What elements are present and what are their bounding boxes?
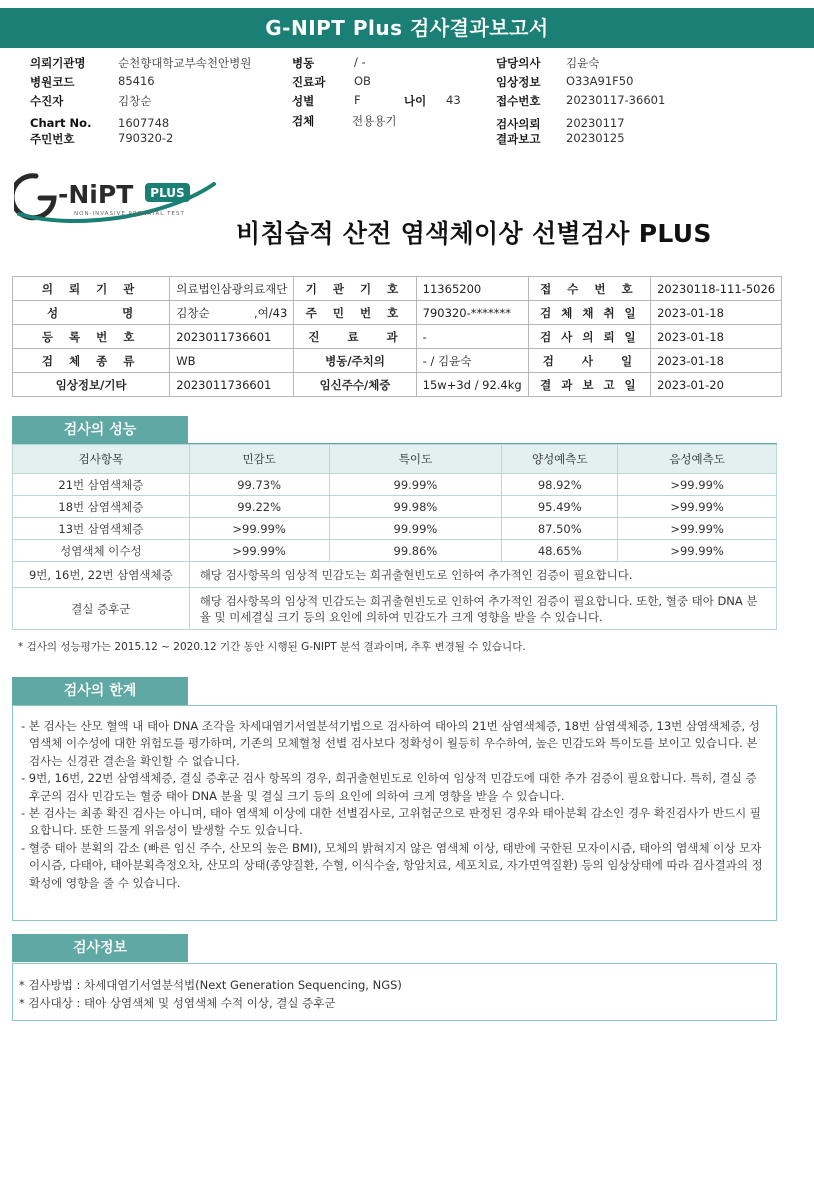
chart-no-value: 1607748 — [118, 116, 170, 130]
receipt-no-value: 20230117-36601 — [566, 93, 666, 107]
doctor-label: 담당의사 — [496, 56, 541, 70]
specimen-label: 검체 — [292, 114, 315, 128]
inst-code-value: 11365200 — [416, 277, 528, 301]
requester-label: 의 뢰 기 관 — [13, 277, 170, 301]
test-info-item: * 검사방법 : 차세대염기서열분석법(Next Generation Sequencing, NGS) — [19, 978, 402, 992]
report-date-label: 결 과 보 고 일 — [528, 373, 650, 397]
row-npv: >99.99% — [618, 518, 777, 540]
table-row — [13, 518, 777, 540]
row-item: 21번 삼염색체증 — [13, 474, 190, 496]
department-label: 진료과 — [292, 75, 326, 89]
hospital-code-label: 병원코드 — [30, 75, 75, 89]
row-item: 성염색체 이수성 — [13, 540, 190, 562]
resident-no-value: 790320-2 — [118, 131, 174, 145]
requester-value: 의료법인삼광의료재단 — [170, 277, 294, 301]
test-info-item: * 검사대상 : 태아 상염색체 및 성염색체 수적 이상, 결실 증후군 — [19, 996, 336, 1010]
specimen-value: 전용용기 — [352, 114, 397, 128]
note-text: 해당 검사항목의 임상적 민감도는 희귀출현빈도로 인하여 추가적인 검증이 필요합니다. 또한, 혈중 태아 DNA 분율 및 미세결실 크기 등의 요인에 의하여 민감도가 크게 영향을 받을 수 있습니다. — [189, 588, 776, 630]
inst-code-label: 기 관 기 호 — [294, 277, 416, 301]
name-label: 성 명 — [13, 301, 170, 325]
row-npv: >99.99% — [618, 496, 777, 518]
chart-no-label: Chart No. — [30, 116, 92, 130]
row-ppv: 98.92% — [502, 474, 618, 496]
patient-info-grid — [12, 276, 782, 397]
request-date-label: 검사의뢰 — [496, 117, 541, 131]
clinical-info-label: 임상정보 — [496, 75, 541, 89]
reg-no-label: 등 록 번 호 — [13, 325, 170, 349]
row-npv: >99.99% — [618, 540, 777, 562]
logo-g-mark — [14, 176, 54, 218]
row-ppv: 48.65% — [502, 540, 618, 562]
row-specificity: 99.99% — [329, 518, 502, 540]
resident-no-label: 주 민 번 호 — [294, 301, 416, 325]
institution-label: 의뢰기관명 — [30, 56, 86, 70]
logo-badge-text: PLUS — [150, 186, 185, 200]
clinical-info-value: O33A91F50 — [566, 74, 634, 88]
hospital-code-value: 85416 — [118, 74, 155, 88]
header-specificity: 특이도 — [329, 445, 502, 474]
test-info-section-title: 검사정보 — [12, 934, 188, 962]
row-specificity: 99.86% — [329, 540, 502, 562]
department-value: OB — [354, 74, 371, 88]
note-item: 9번, 16번, 22번 삼염색체증 — [13, 562, 190, 588]
request-date-value: 20230117 — [566, 116, 625, 130]
logo-tagline: NON-INVASIVE PRENATAL TEST — [74, 211, 185, 217]
ward-label: 병동 — [292, 56, 315, 70]
note-item: 결실 증후군 — [13, 588, 190, 630]
table-row — [13, 540, 777, 562]
performance-section-title: 검사의 성능 — [12, 416, 188, 444]
ward-value: / - — [354, 55, 366, 69]
doctor-value: 김윤숙 — [566, 56, 600, 70]
row-ppv: 95.49% — [502, 496, 618, 518]
receipt-no-label: 접 수 번 호 — [528, 277, 650, 301]
request-date-label: 검 사 의 뢰 일 — [528, 325, 650, 349]
row-sensitivity: 99.73% — [189, 474, 329, 496]
page-title: 비침습적 산전 염색체이상 선별검사 PLUS — [236, 219, 712, 248]
receipt-no-label: 접수번호 — [496, 94, 541, 108]
department-label: 진 료 과 — [294, 325, 416, 349]
header-item: 검사항목 — [13, 445, 190, 474]
test-date-value: 2023-01-18 — [651, 349, 782, 373]
row-specificity: 99.99% — [329, 474, 502, 496]
table-row — [13, 562, 777, 588]
age-label: 나이 — [404, 94, 427, 108]
row-npv: >99.99% — [618, 474, 777, 496]
row-sensitivity: >99.99% — [189, 540, 329, 562]
sample-type-value: WB — [170, 349, 294, 373]
header-ppv: 양성예측도 — [502, 445, 618, 474]
header-sensitivity: 민감도 — [189, 445, 329, 474]
limitation-item: - 혈중 태아 분획의 감소 (빠른 임신 주수, 산모의 높은 BMI), 모체의 밝혀지지 않은 염색체 이상, 태반에 국한된 모자이시즘, 태아의 염색체 이상 모자이시즘, 다태아, 태아분획측정오차, 산모의 상태(종양질환, 수혈, 이식수술, 항암치료, 세포치료, 자가면역질환) 등의 임상상태에 따라 검사결과의 정확성에 영향을 줄 수 있습니다. — [21, 840, 763, 890]
row-sensitivity: 99.22% — [189, 496, 329, 518]
department-value: - — [416, 325, 528, 349]
limitation-item: - 9번, 16번, 22번 삼염색체증, 결실 증후군 검사 항목의 경우, 희귀출현빈도로 인하여 임상적 민감도에 대한 추가 검증이 필요합니다. 특히, 결실 증후군의 검사 민감도는 혈중 태아 DNA 분율 및 결실 크기 등의 요인에 의하여 크게 영향을 받을 수 있습니다. — [21, 771, 757, 803]
limitation-item: - 본 검사는 최종 확진 검사는 아니며, 태아 염색체 이상에 대한 선별검사로, 고위험군으로 판정된 경우와 태아분획 감소인 경우 확진검사가 반드시 필요합니다. 또한 드물게 위음성이 발생할 수도 있습니다. — [21, 806, 761, 838]
table-row — [13, 496, 777, 518]
age-value: 43 — [446, 93, 461, 107]
performance-header-row — [13, 445, 777, 474]
reg-no-value: 2023011736601 — [170, 325, 294, 349]
recipient-label: 수진자 — [30, 94, 64, 108]
sex-value: F — [354, 93, 361, 107]
clinical-value: 2023011736601 — [170, 373, 294, 397]
institution-value: 순천향대학교부속천안병원 — [118, 56, 252, 70]
performance-footnote: * 검사의 성능평가는 2015.12 ~ 2020.12 기간 동안 시행된 G-NIPT 분석 결과이며, 추후 변경될 수 있습니다. — [18, 641, 526, 653]
row-ppv: 87.50% — [502, 518, 618, 540]
name-cell — [170, 301, 294, 325]
resident-no-label: 주민번호 — [30, 132, 75, 146]
note-text: 해당 검사항목의 임상적 민감도는 희귀출현빈도로 인하여 추가적인 검증이 필요합니다. — [189, 562, 776, 588]
limitations-section-title: 검사의 한계 — [12, 677, 188, 705]
sampling-date-value: 2023-01-18 — [651, 301, 782, 325]
report-date-value: 20230125 — [566, 131, 625, 145]
limitation-item: - 본 검사는 산모 혈액 내 태아 DNA 조각을 차세대염기서열분석기법으로 검사하여 태아의 21번 삼염색체증, 18번 삼염색체증, 13번 삼염색체증, 성염색체 이수성에 대한 위험도를 평가하며, 기존의 모체혈청 선별 검사보다 정확성이 월등히 우수하여, 높은 민감도와 특이도를 보이고 있습니다. 본 검사는 신경관 결손을 확인할 수 없습니다. — [21, 719, 760, 768]
report-date-value: 2023-01-20 — [651, 373, 782, 397]
g-nipt-logo — [14, 168, 224, 228]
performance-table — [12, 444, 777, 630]
ward-doctor-value: - / 김윤숙 — [416, 349, 528, 373]
row-specificity: 99.98% — [329, 496, 502, 518]
sample-type-label: 검 체 종 류 — [13, 349, 170, 373]
logo-wordmark: -NiPT — [58, 180, 134, 209]
gestation-label: 임신주수/체중 — [294, 373, 416, 397]
request-date-value: 2023-01-18 — [651, 325, 782, 349]
sampling-date-label: 검 체 채 취 일 — [528, 301, 650, 325]
name-suffix: ,여/43 — [254, 305, 288, 320]
test-date-label: 검 사 일 — [528, 349, 650, 373]
receipt-no-value: 20230118-111-5026 — [651, 277, 782, 301]
table-row — [13, 588, 777, 630]
test-info-box — [12, 963, 777, 1021]
resident-no-value: 790320-******* — [416, 301, 528, 325]
row-item: 13번 삼염색체증 — [13, 518, 190, 540]
report-banner-title: G-NIPT Plus 검사결과보고서 — [0, 8, 814, 48]
report-date-label: 결과보고 — [496, 132, 541, 146]
row-item: 18번 삼염색체증 — [13, 496, 190, 518]
name-value: 김창순 — [176, 305, 210, 320]
limitations-box — [12, 705, 777, 921]
sex-label: 성별 — [292, 94, 315, 108]
gestation-value: 15w+3d / 92.4kg — [416, 373, 528, 397]
table-row — [13, 474, 777, 496]
ward-doctor-label: 병동/주치의 — [294, 349, 416, 373]
recipient-value: 김창순 — [118, 94, 152, 108]
clinical-label: 임상정보/기타 — [13, 373, 170, 397]
header-meta — [0, 55, 814, 148]
row-sensitivity: >99.99% — [189, 518, 329, 540]
header-npv: 음성예측도 — [618, 445, 777, 474]
